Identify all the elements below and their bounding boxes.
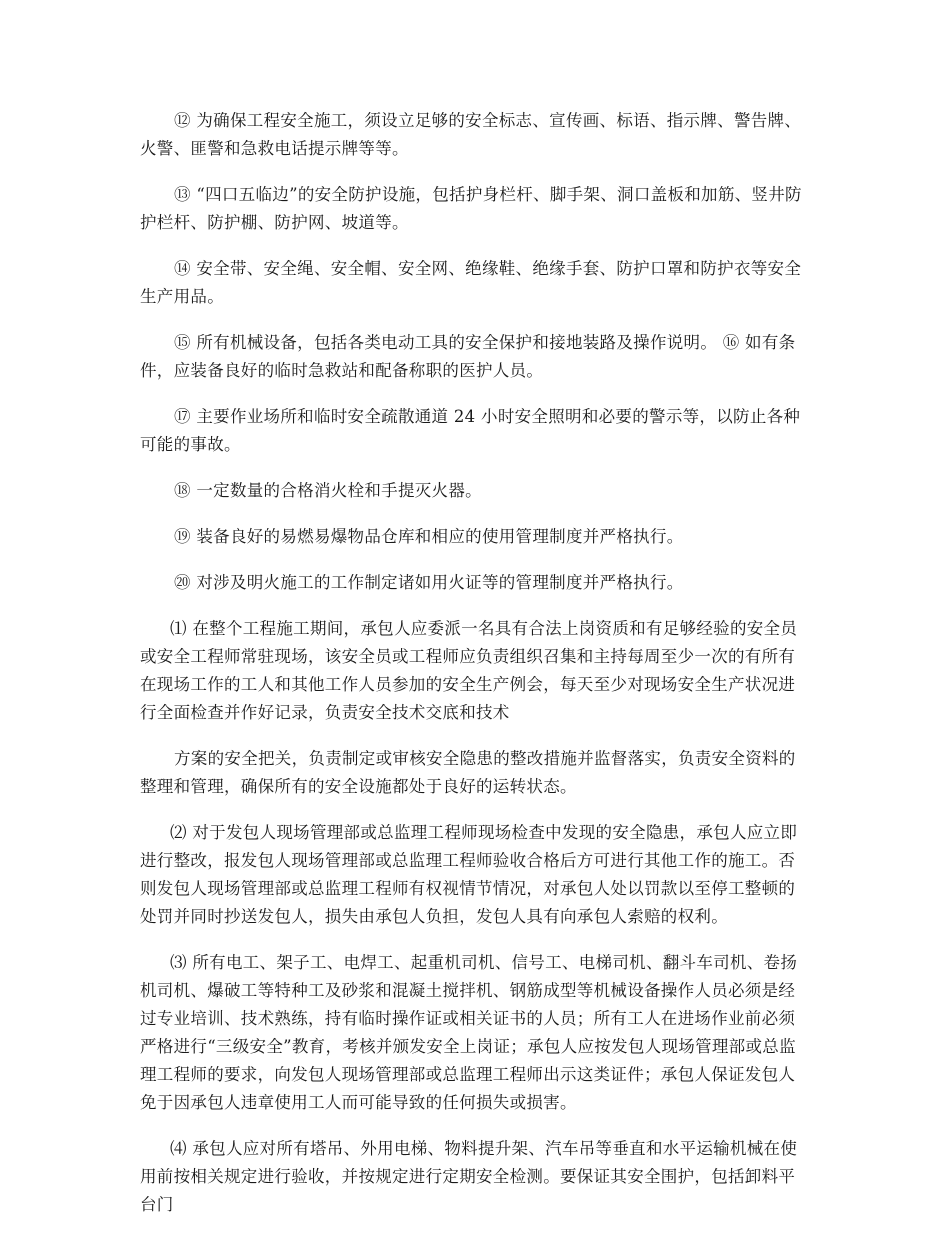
paragraph-item-20: ⑳ 对涉及明火施工的工作制定诸如用火证等的管理制度并严格执行。 [174,573,684,592]
paragraph-item-15-16: ⑮ 所有机械设备，包括各类电动工具的安全保护和接地装路及操作说明。 ⑯ 如有条件，应装备良好的临时急救站和配备称职的医护人员。 [140,333,796,380]
paragraph-clause-1: ⑴ 在整个工程施工期间，承包人应委派一名具有合法上岗资质和有足够经验的安全员或安全工程师常驻现场，该安全员或工程师应负责组织召集和主持每周至少一次的有所有在现场工作的工人和其他工作人员参加的安全生产例会，每天至少对现场安全生产状况进行全面检查并作好记录，负责安全技术交底和技术 [140,619,798,722]
paragraph-item-18: ⑱ 一定数量的合格消火栓和手提灭火器。 [174,481,482,500]
paragraph-item-17: ⑰ 主要作业场所和临时安全疏散通道 24 小时安全照明和必要的警示等，以防止各种可能的事故。 [140,407,801,454]
paragraph-clause-2: ⑵ 对于发包人现场管理部或总监理工程师现场检查中发现的安全隐患，承包人应立即进行整改，报发包人现场管理部或总监理工程师验收合格后方可进行其他工作的施工。否则发包人现场管理部或总监理工程师有权视情节情况，对承包人处以罚款以至停工整顿的处罚并同时抄送发包人，损失由承包人负担，发包人具有向承包人索赔的权利。 [140,823,798,926]
paragraph-item-14: ⑭ 安全带、安全绳、安全帽、安全网、绝缘鞋、绝缘手套、防护口罩和防护衣等安全生产用品。 [140,259,802,306]
paragraph-item-13: ⑬ “四口五临边”的安全防护设施，包括护身栏杆、脚手架、洞口盖板和加筋、竖井防护栏杆、防护棚、防护网、坡道等。 [140,185,802,232]
paragraph-clause-3: ⑶ 所有电工、架子工、电焊工、起重机司机、信号工、电梯司机、翻斗车司机、卷扬机司机、爆破工等特种工及砂浆和混凝土搅拌机、钢筋成型等机械设备操作人员必须是经过专业培训、技术熟练，持有临时操作证或相关证书的人员；所有工人在进场作业前必须严格进行“三级安全”教育，考核并颁发安全上岗证；承包人应按发包人现场管理部或总监理工程师的要求，向发包人现场管理部或总监理工程师出示这类证件；承包人保证发包人免于因承包人违章使用工人而可能导致的任何损失或损害。 [140,953,798,1112]
paragraph-clause-1-continued: 方案的安全把关，负责制定或审核安全隐患的整改措施并监督落实，负责安全资料的整理和管理，确保所有的安全设施都处于良好的运转状态。 [140,749,796,796]
paragraph-item-19: ⑲ 装备良好的易燃易爆物品仓库和相应的使用管理制度并严格执行。 [174,527,684,546]
document-body [140,107,810,1237]
paragraph-item-12: ⑫ 为确保工程安全施工，须设立足够的安全标志、宣传画、标语、指示牌、警告牌、火警、匪警和急救电话提示牌等等。 [140,111,802,158]
paragraph-clause-4: ⑷ 承包人应对所有塔吊、外用电梯、物料提升架、汽车吊等垂直和水平运输机械在使用前按相关规定进行验收，并按规定进行定期安全检测。要保证其安全围护，包括卸料平台门 [140,1139,798,1214]
